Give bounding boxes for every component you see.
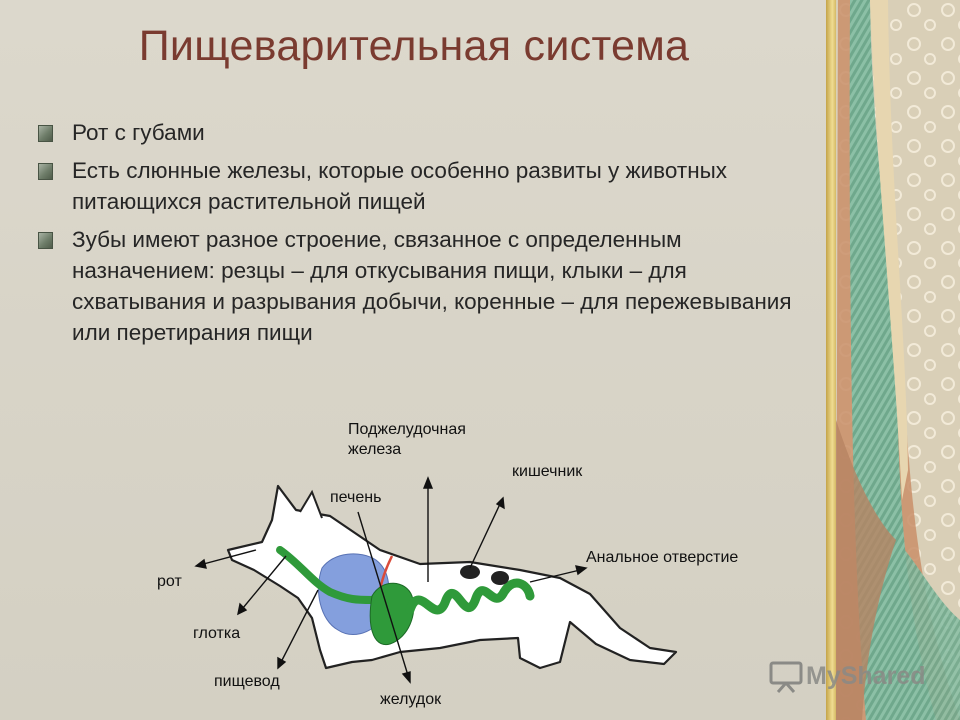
square-bullet-icon	[38, 125, 53, 142]
bullet-text: Зубы имеют разное строение, связанное с определенным назначением: резцы – для откусывания пищи, клыки – для схватывания и разрывания добычи, коренные – для пережевывания или перетирания пищи	[72, 227, 792, 345]
arrowhead	[196, 560, 206, 568]
label-mouth: рот	[157, 573, 182, 590]
arrowhead	[576, 566, 586, 574]
bullet-text: Есть слюнные железы, которые особенно развиты у животных питающихся растительной пищей	[72, 158, 728, 214]
slide-title: Пищеварительная система	[138, 22, 690, 70]
bullet-item	[38, 224, 798, 348]
label-anus: Анальное отверстие	[586, 549, 739, 566]
dog-outline	[228, 486, 676, 668]
label-pancreas	[348, 420, 508, 460]
arrowhead	[424, 478, 432, 488]
label-liver: печень	[330, 489, 382, 506]
arrowhead	[497, 498, 504, 508]
label-pancreas-text: Поджелудочная железа	[348, 421, 466, 458]
square-bullet-icon	[38, 232, 53, 249]
watermark-text: MyShared	[806, 662, 926, 690]
label-stomach: желудок	[380, 691, 442, 708]
pointer-esophagus	[278, 590, 318, 668]
bullet-item	[38, 155, 798, 217]
square-bullet-icon	[38, 163, 53, 180]
decorative-drape	[836, 0, 960, 720]
arrowhead	[278, 658, 285, 668]
watermark	[766, 656, 936, 696]
bullet-item	[38, 117, 798, 148]
kidney	[491, 571, 509, 585]
bullet-list	[38, 117, 798, 355]
pointer-intestine	[470, 504, 500, 568]
bullet-text: Рот с губами	[72, 120, 205, 145]
digestive-system-diagram	[0, 400, 828, 720]
arrowhead	[403, 672, 410, 682]
projector-screen-icon	[768, 660, 804, 694]
label-pharynx: глотка	[193, 625, 241, 642]
label-esophagus: пищевод	[214, 673, 280, 690]
label-intestine: кишечник	[512, 463, 583, 480]
